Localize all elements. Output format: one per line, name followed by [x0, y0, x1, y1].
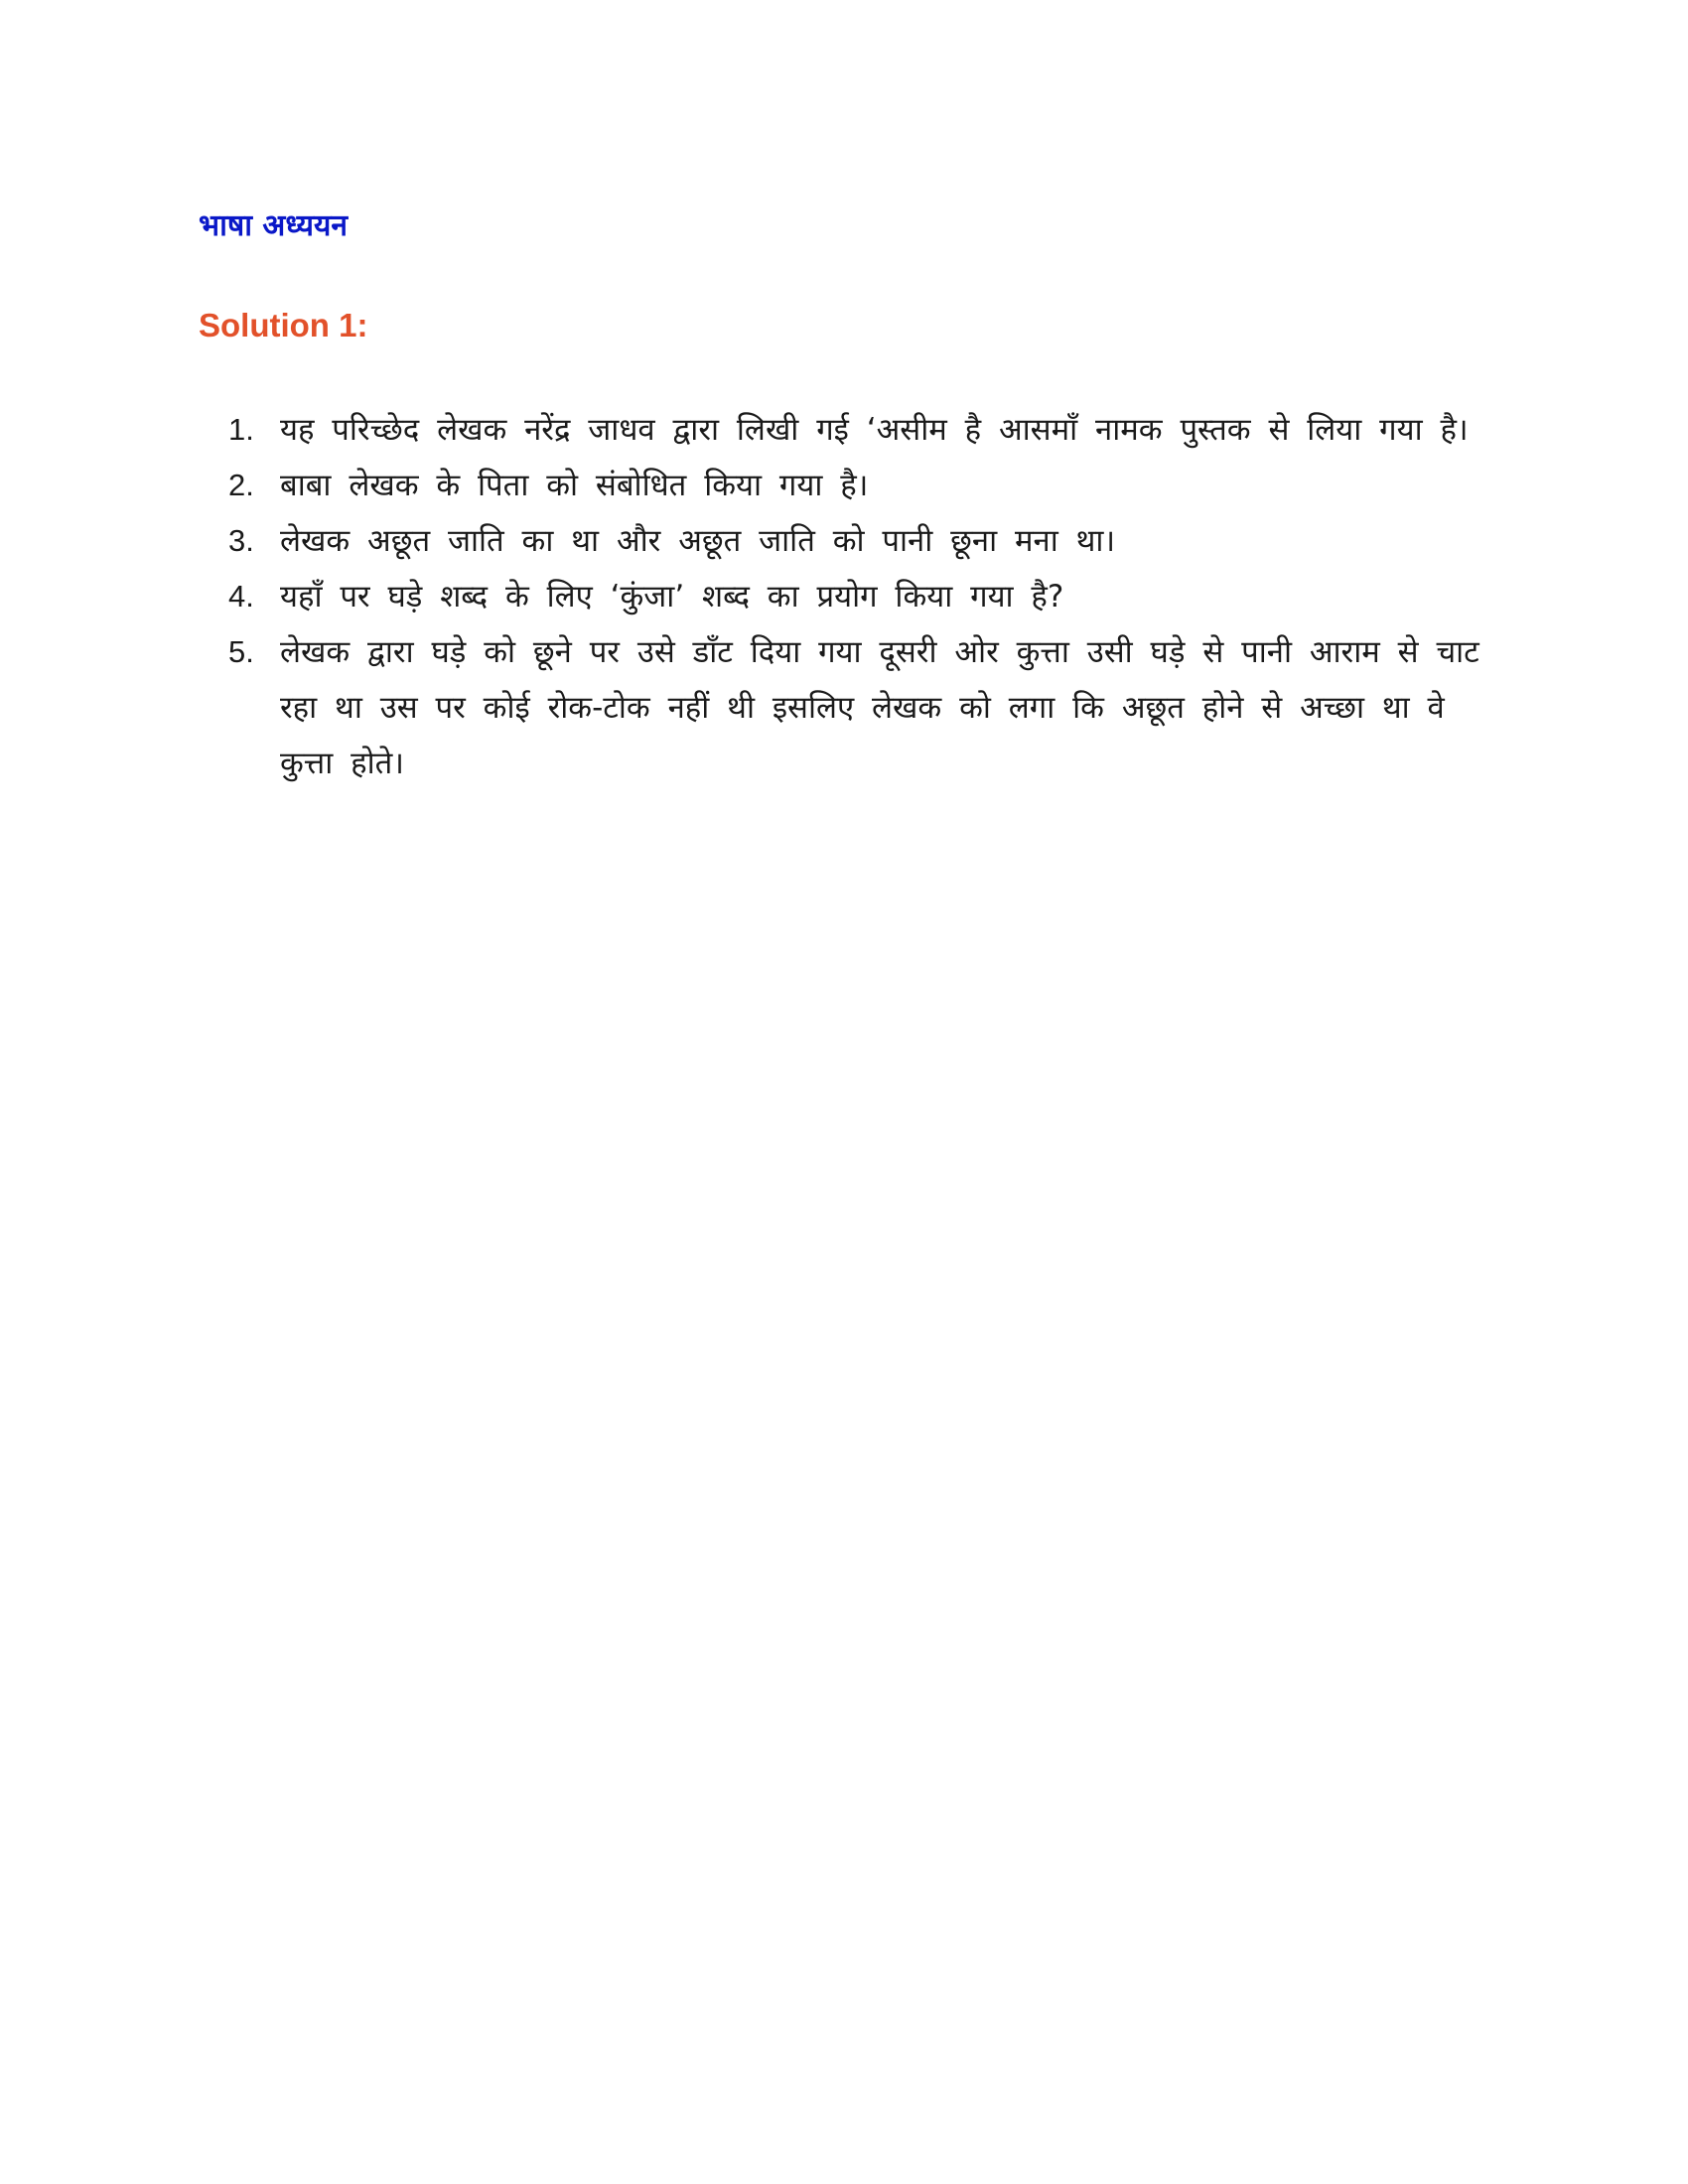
answer-item-4 — [228, 569, 1479, 624]
answer-number: 4. — [228, 579, 254, 614]
answer-number: 5. — [228, 634, 254, 669]
answer-item-2 — [228, 458, 1479, 513]
answer-number: 3. — [228, 523, 254, 558]
answer-number: 1. — [228, 412, 254, 447]
answer-item-3 — [228, 513, 1479, 569]
answer-number: 2. — [228, 468, 254, 502]
answer-text: यह परिच्छेद लेखक नरेंद्र जाधव द्वारा लिखी गई ‘असीम है आसमाँ नामक पुस्तक से लिया गया है। — [280, 412, 1469, 448]
answer-text: लेखक अछूत जाति का था और अछूत जाति को पानी छूना मना था। — [280, 523, 1116, 559]
solution-heading: Solution 1: — [199, 307, 368, 343]
section-title: भाषा अध्ययन — [199, 208, 349, 243]
answer-item-1 — [228, 402, 1479, 458]
answer-item-5 — [228, 624, 1479, 791]
answer-text: लेखक द्वारा घड़े को छूने पर उसे डाँट दिया गया दूसरी ओर कुत्ता उसी घड़े से पानी आराम से चाट रहा था उस पर कोई रोक-टोक नहीं थी इसलिए लेखक को लगा कि अछूत होने से अच्छा था वे कुत्ता होते। — [280, 634, 1479, 781]
answer-text: यहाँ पर घड़े शब्द के लिए ‘कुंजा’ शब्द का प्रयोग किया गया है? — [280, 579, 1064, 614]
answer-list — [228, 402, 1479, 791]
answer-text: बाबा लेखक के पिता को संबोधित किया गया है। — [280, 468, 869, 503]
